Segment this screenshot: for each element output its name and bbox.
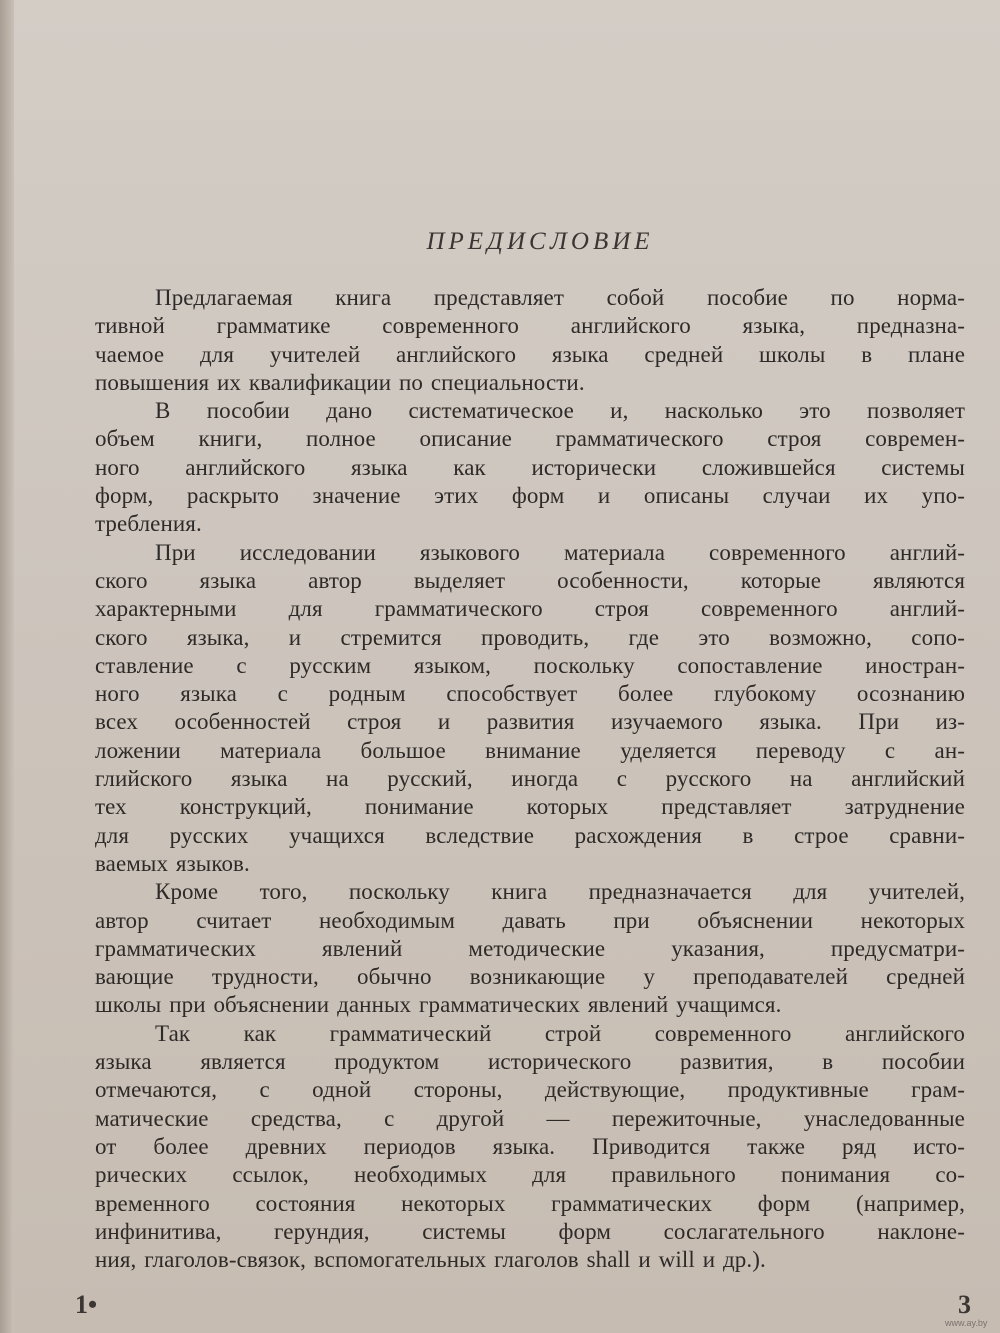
text-line: глийского языка на русский, иногда с русского на английский — [95, 766, 965, 792]
signature-mark: 1• — [75, 1290, 98, 1319]
text-line: В пособии дано систематическое и, насколько это позволяет — [155, 398, 965, 424]
page-number: 3 — [958, 1290, 971, 1319]
text-line: повышения их квалификации по специальности. — [95, 369, 585, 395]
text-line: тех конструкций, понимание которых представляет затруднение — [95, 794, 965, 820]
text-line: грамматических явлений методические указания, предусматри- — [95, 935, 965, 961]
text-line: ского языка автор выделяет особенности, которые являются — [95, 567, 965, 593]
body-text — [95, 284, 965, 1274]
text-line: языка является продуктом исторического развития, в пособии — [95, 1049, 965, 1075]
text-line: рических ссылок, необходимых для правильного понимания со- — [95, 1162, 965, 1188]
text-line: временного состояния некоторых грамматических форм (например, — [95, 1190, 965, 1216]
text-line: отмечаются, с одной стороны, действующие, продуктивные грам- — [95, 1077, 965, 1103]
text-line: объем книги, полное описание грамматического строя современ- — [95, 426, 965, 452]
text-line: требления. — [95, 511, 202, 537]
page-binding-edge — [0, 0, 14, 1333]
text-line: матические средства, с другой — пережиточные, унаследованные — [95, 1105, 965, 1131]
text-line: ния, глаголов-связок, вспомогательных глаголов shall и will и др.). — [95, 1247, 766, 1273]
text-line: ложении материала большое внимание уделяется переводу с ан- — [95, 737, 965, 763]
text-line: При исследовании языкового материала современного англий- — [155, 539, 965, 565]
text-line: ваемых языков. — [95, 850, 250, 876]
text-line: для русских учащихся вследствие расхождения в строе сравни- — [95, 822, 965, 848]
text-line: ного языка с родным способствует более глубокому осознанию — [95, 681, 965, 707]
text-line: ставление с русским языком, поскольку сопоставление иностран- — [95, 652, 965, 678]
watermark: www.ay.by — [945, 1318, 988, 1328]
page-title: ПРЕДИСЛОВИЕ — [426, 228, 654, 255]
text-line: ного английского языка как исторически сложившейся системы — [95, 454, 965, 480]
text-line: школы при объяснении данных грамматических явлений учащимся. — [95, 992, 782, 1018]
text-line: от более древних периодов языка. Приводится также ряд исто- — [95, 1133, 965, 1159]
text-line: Предлагаемая книга представляет собой пособие по норма- — [155, 285, 965, 310]
paragraph — [95, 284, 965, 397]
text-line: Кроме того, поскольку книга предназначается для учителей, — [155, 879, 965, 905]
text-line: характерными для грамматического строя современного англий- — [95, 596, 965, 622]
text-line: автор считает необходимым давать при объяснении некоторых — [95, 907, 965, 933]
paragraph — [95, 878, 965, 1019]
text-line: вающие трудности, обычно возникающие у преподавателей средней — [95, 964, 965, 990]
text-line: ского языка, и стремится проводить, где это возможно, сопо- — [95, 624, 965, 650]
text-line: всех особенностей строя и развития изучаемого языка. При из- — [95, 709, 965, 735]
paragraph — [95, 1020, 965, 1275]
text-line: тивной грамматике современного английского языка, предназна- — [95, 313, 965, 339]
text-line: форм, раскрыто значение этих форм и описаны случаи их упо- — [95, 483, 965, 509]
paragraph — [95, 397, 965, 538]
paragraph — [95, 539, 965, 879]
text-line: инфинитива, герундия, системы форм сослагательного наклоне- — [95, 1218, 965, 1244]
text-line: Так как грамматический строй современного английского — [155, 1020, 965, 1046]
text-line: чаемое для учителей английского языка средней школы в плане — [95, 341, 965, 367]
